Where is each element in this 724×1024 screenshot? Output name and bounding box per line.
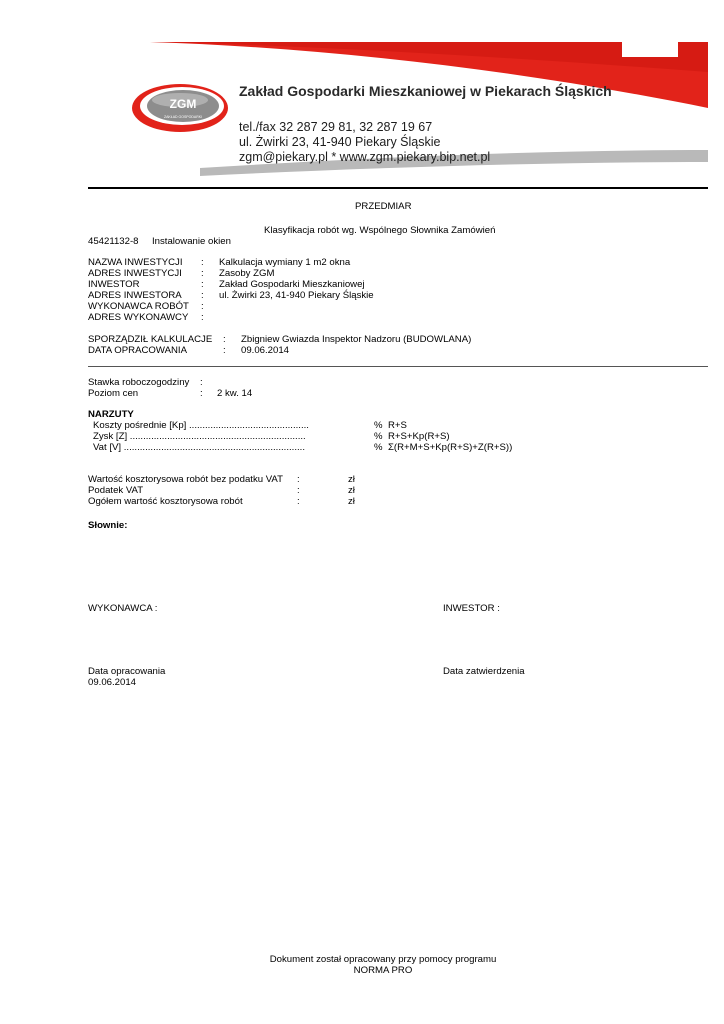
value-sep: :: [297, 485, 300, 496]
narzut-base: R+S+Kp(R+S): [388, 431, 450, 442]
info-value: ul. Żwirki 23, 41-940 Piekary Śląskie: [219, 290, 374, 301]
value-label: Podatek VAT: [88, 485, 144, 496]
document-title: PRZEDMIAR: [355, 201, 412, 212]
letterhead-graphic: [0, 0, 724, 200]
narzut-unit: %: [374, 431, 383, 442]
investor-label: INWESTOR :: [443, 603, 500, 614]
narzut-label: Zysk [Z] ..................................................................: [93, 431, 306, 442]
company-phone: tel./fax 32 287 29 81, 32 287 19 67: [239, 120, 433, 134]
info-label: ADRES INWESTORA: [88, 290, 182, 301]
info-label: INWESTOR: [88, 279, 140, 290]
value-sep: :: [297, 496, 300, 507]
prepared-sep: :: [223, 334, 226, 345]
rate-value: 2 kw. 14: [217, 388, 253, 399]
narzut-unit: %: [374, 420, 383, 431]
prepared-sep: :: [223, 345, 226, 356]
logo-subtext: ZAKŁAD GOSPODARKI: [163, 115, 203, 119]
company-email: zgm@piekary.pl * www.zgm.piekary.bip.net.pl: [239, 150, 491, 164]
header-notch: [622, 40, 678, 57]
value-unit: zł: [348, 485, 355, 496]
value-label: Wartość kosztorysowa robót bez podatku VAT: [88, 474, 283, 485]
date-approved-label: Data zatwierdzenia: [443, 666, 525, 677]
rate-label: Stawka roboczogodziny: [88, 377, 190, 388]
prepared-label: DATA OPRACOWANIA: [88, 345, 187, 356]
info-sep: :: [201, 279, 204, 290]
prepared-value: 09.06.2014: [241, 345, 290, 356]
company-name: Zakład Gospodarki Mieszkaniowej w Piekarach Śląskich: [239, 83, 612, 99]
date-prepared-value: 09.06.2014: [88, 677, 137, 688]
header-rule: [88, 187, 708, 189]
info-sep: :: [201, 312, 204, 323]
info-label: NAZWA INWESTYCJI: [88, 257, 183, 268]
prepared-value: Zbigniew Gwiazda Inspektor Nadzoru (BUDOWLANA): [241, 334, 472, 345]
date-prepared-label: Data opracowania: [88, 666, 166, 677]
classification-label: Klasyfikacja robót wg. Wspólnego Słownika Zamówień: [264, 225, 496, 236]
info-sep: :: [201, 257, 204, 268]
prepared-label: SPORZĄDZIŁ KALKULACJE: [88, 334, 213, 345]
company-address: ul. Żwirki 23, 41-940 Piekary Śląskie: [239, 135, 441, 149]
info-label: ADRES INWESTYCJI: [88, 268, 182, 279]
cpv-code: 45421132-8: [88, 236, 139, 247]
slownie-label: Słownie:: [88, 520, 128, 531]
logo-text: ZGM: [169, 97, 197, 111]
info-value: Kalkulacja wymiany 1 m2 okna: [219, 257, 351, 268]
section-divider: [88, 366, 708, 367]
narzut-label: Vat [V] ....................................................................: [93, 442, 305, 453]
letterhead: [0, 0, 724, 200]
info-sep: :: [201, 301, 204, 312]
info-sep: :: [201, 290, 204, 301]
value-unit: zł: [348, 474, 355, 485]
info-value: Zakład Gospodarki Mieszkaniowej: [219, 279, 365, 290]
info-label: ADRES WYKONAWCY: [88, 312, 189, 323]
cpv-description: Instalowanie okien: [152, 236, 231, 247]
value-unit: zł: [348, 496, 355, 507]
narzut-label: Koszty pośrednie [Kp] .............................................: [93, 420, 309, 431]
narzut-unit: %: [374, 442, 383, 453]
footer-line-2: NORMA PRO: [353, 965, 413, 976]
rate-label: Poziom cen: [88, 388, 139, 399]
info-sep: :: [201, 268, 204, 279]
value-label: Ogółem wartość kosztorysowa robót: [88, 496, 243, 507]
narzut-base: R+S: [388, 420, 407, 431]
narzut-base: Σ(R+M+S+Kp(R+S)+Z(R+S)): [388, 442, 513, 453]
narzuty-heading: NARZUTY: [88, 409, 134, 420]
value-sep: :: [297, 474, 300, 485]
footer-line-1: Dokument został opracowany przy pomocy programu: [269, 954, 497, 965]
rate-sep: :: [200, 377, 203, 388]
info-value: Zasoby ZGM: [219, 268, 275, 279]
info-label: WYKONAWCA ROBÓT: [88, 301, 189, 312]
rate-sep: :: [200, 388, 203, 399]
contractor-label: WYKONAWCA :: [88, 603, 158, 614]
